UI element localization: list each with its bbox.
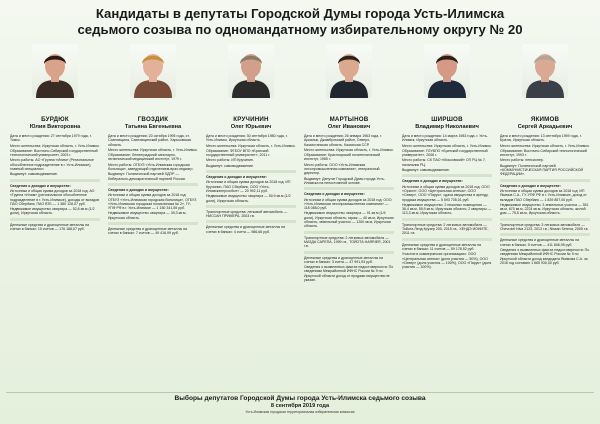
- candidate-info: [206, 134, 296, 235]
- candidate-residence: Место жительства: Иркутская область, г. Усть-Илимск.: [304, 147, 394, 152]
- section-divider: [500, 233, 590, 236]
- portrait-icon: [424, 44, 470, 98]
- candidate-income: Источники и общая сумма доходов за 2018 год: ООО «Усть-Илимская лесопромышленная компания» — 118 088,0 руб.: [304, 197, 392, 211]
- candidate-surname: КРУЧИНИН: [233, 116, 269, 123]
- candidate-surname: ШИРШОВ: [431, 116, 463, 123]
- candidate-income: Источники и общая сумма доходов за 2018 год: ИП Якимов С.А., ГУ-УПФ РФ в г. Усть-Илимске, доход от вкладов ПАО Сбербанк — 1 839 857,00 руб.: [500, 188, 587, 202]
- candidate-photo: [424, 44, 470, 98]
- candidate-property: Недвижимое имущество: квартира — 91 кв.м (1/4 доли), Иркутская область; гараж — 40 кв.м, Иркутская область; земельный участок — 1200 кв.м, Иркутская область.: [304, 211, 394, 229]
- candidate-education: Образование: ФГБОУ ВПО «Братский государственный университет», 2011 г.: [206, 148, 271, 158]
- candidate-residence: Место жительства: Иркутская область, г. Усть-Илимск.: [206, 143, 296, 148]
- candidate-birth: Дата и место рождения: 13 сентября 1959 года, г. Братск, Иркутская область.: [500, 134, 582, 143]
- candidate-work: Место работы: ИП Кручинин.: [206, 158, 254, 163]
- candidate-work: Место работы: АО «Группа «Илим» (Региональное обособленное подразделение в г. Усть-Илимске), главный специалист.: [10, 158, 94, 172]
- candidate-birth: Дата и место рождения: 30 сентября 1980 года, г. Усть-Илимск, Иркутская область.: [206, 134, 288, 143]
- candidate-given-names: Владимир Николаевич: [415, 124, 479, 130]
- candidate-property: Недвижимое имущество: 3 земельных участка — 351 кв.м, 670 кв.м, 2224 кв.м, Иркутская область; жилой дом — 75,5 кв.м, Иркутская область.: [500, 202, 589, 216]
- section-divider: [10, 218, 100, 221]
- candidate-income: Источники и общая сумма доходов за 2018 год: ОГБУЗ «Усть-Илимская городская больница», ОГБУЗ «Усть-Илимская городская поликлиника № 2», ГУ-УПФ РФ в г. Усть-Илимске — 1 150 341,55 руб.: [108, 193, 197, 211]
- footer-date: 8 сентября 2019 года: [270, 403, 330, 409]
- section-divider: [304, 187, 394, 190]
- candidate-given-names: Сергей Аркадьевич: [517, 124, 573, 130]
- candidate-card: [104, 44, 202, 394]
- candidate-info: [10, 134, 100, 232]
- candidate-deposits: Денежные средства и драгоценные металлы на счетах в банках: 11 счетов — 59 178,52 руб.: [402, 242, 482, 251]
- section-divider: [206, 220, 296, 223]
- candidate-transport: Транспортные средства: 2 легковых автомобиля — МАЗДА САРЕПА, 1999 г.в., ТОЙОТА HARRIER, 2001 г.в.: [304, 235, 391, 249]
- candidate-deposits: Денежные средства и драгоценные металлы на счетах в банках: 7 счетов — 49 416,99 руб.: [108, 227, 188, 236]
- portrait-icon: [228, 44, 274, 98]
- candidate-given-names: Олег Иванович: [327, 124, 371, 130]
- portrait-icon: [130, 44, 176, 98]
- candidate-work: Место работы: ООО «Усть-Илимская лесопромышленная компания», генеральный директор.: [304, 162, 380, 176]
- candidate-income-title: Сведения о доходах и имуществе:: [10, 183, 71, 188]
- footer-divider: [6, 392, 594, 393]
- candidate-surname: ЯКИМОВ: [530, 116, 560, 123]
- candidate-property: Недвижимое имущество: квартира — 39,3 кв.м, Иркутская область.: [108, 211, 187, 220]
- section-divider: [108, 222, 198, 225]
- candidate-info: [304, 134, 394, 283]
- section-divider: [10, 179, 100, 182]
- candidate-property: Недвижимое имущество: квартира — 50,9 кв.м (1/2 доли), Иркутская область.: [206, 194, 291, 203]
- candidate-deposits: Денежные средства и драгоценные металлы на счетах в банках: 10 счетов — 176 188,07 руб.: [10, 222, 90, 232]
- candidate-income-title: Сведения о доходах и имуществе:: [304, 192, 365, 197]
- section-divider: [206, 205, 296, 208]
- candidate-education: Образование: Восточно-Сибирский государственный технологический университет, 2003 г.: [10, 148, 98, 158]
- section-divider: [402, 174, 492, 177]
- candidate-nomination: Выдвинут: самовыдвижение.: [402, 168, 450, 173]
- candidate-photo: [32, 44, 78, 98]
- candidate-residence: Место жительства: Иркутская область, г. Усть-Илимск.: [500, 143, 590, 148]
- candidate-residence: Место жительства: Иркутская область, г. Усть-Илимск.: [10, 143, 100, 148]
- candidate-birth: Дата и место рождения: 27 сентября 1979 года, г. Томск.: [10, 134, 92, 143]
- candidate-birth: Дата и место рождения: 26 января 1963 года, г. Аркалык, Джамбульский район, Северо-Казахстанская область, Казахская ССР.: [304, 134, 382, 147]
- candidate-work: Место работы: СК ПАО «Московский» ОП РЦ № 7, начальник РЦ.: [402, 158, 486, 167]
- candidate-photo: [228, 44, 274, 98]
- candidate-nomination: Выдвинут: Политической партией «КОММУНИСТИЧЕСКАЯ ПАРТИЯ РОССИЙСКОЙ ФЕДЕРАЦИИ».: [500, 163, 584, 177]
- candidate-income-title: Сведения о доходах и имуществе:: [108, 187, 169, 192]
- portrait-icon: [522, 44, 568, 98]
- section-divider: [108, 183, 198, 186]
- candidate-nomination: Выдвинут: Политической партией ЛДПР — Либерально-демократической партией России.: [108, 172, 186, 181]
- candidate-info: [108, 134, 198, 237]
- candidate-given-names: Юлия Викторовна: [29, 124, 81, 130]
- candidate-education: Образование: Ленинградский санитарно-гигиенический медицинский институт, 1979 г.: [108, 153, 182, 162]
- footer-line-1: Выборы депутатов Городской Думы города Усть-Илимска седьмого созыва: [174, 395, 426, 402]
- section-divider: [402, 238, 492, 241]
- candidate-extra: Участие в коммерческих организациях: ООО «Центральная аптека» (доля участия — 50%), ООО «Север» (доля участия — 100%), ООО «Парус» (доля участия — 100%).: [402, 252, 492, 270]
- poster-footer: [0, 395, 600, 415]
- poster-title: [0, 6, 600, 38]
- candidate-work: Место работы: ОГБУЗ «Усть-Илимская городская больница», заведующий отделением-врач-педиатр.: [108, 162, 194, 172]
- candidate-deposits: Денежные средства и драгоценные металлы на счетах в банках: 5 счетов — 411 606,95 руб.: [500, 238, 580, 247]
- candidate-birth: Дата и место рождения: 14 марта 1983 года, г. Усть-Илимск, Иркутская область.: [402, 134, 488, 143]
- candidate-photo: [522, 44, 568, 98]
- candidate-education: Образование: Восточно-Сибирский технологический институт, 1993 г.: [500, 148, 587, 158]
- candidate-card: [398, 44, 496, 394]
- candidate-given-names: Татьяна Евгеньевна: [124, 124, 182, 130]
- candidate-surname: ГВОЗДИК: [137, 116, 169, 123]
- candidate-property: Недвижимое имущество: квартира — 52,6 кв.м (1/2 доли), Иркутская область.: [10, 207, 95, 216]
- candidate-surname: БУРДЮК: [41, 116, 69, 123]
- title-line-1: Кандидаты в депутаты Городской Думы города Усть-Илимска: [95, 6, 505, 21]
- footer-commission: Усть-Илимская городская территориальная избирательная комиссия: [245, 410, 355, 414]
- candidate-work: Место работы: пенсионер.: [500, 158, 544, 163]
- candidate-income-title: Сведения о доходах и имуществе:: [206, 175, 267, 180]
- candidate-residence: Место жительства: Иркутская область, г. Усть-Илимск.: [402, 143, 492, 148]
- candidate-residence: Место жительства: Иркутская область, г. Усть-Илимск.: [108, 147, 198, 152]
- candidate-transport: Транспортные средства: 2 легковых автомобиля — Тойота Ленд Крузер 200, 2015 г.в., ХЕНДЭ ИОНИТЕ, 2011 г.в.: [402, 222, 489, 236]
- section-divider: [206, 170, 296, 173]
- candidate-nomination: Выдвинут: Депутат Городской Думы города Усть-Илимска на непостоянной основе.: [304, 176, 385, 185]
- candidate-property: Недвижимое имущество: 2 нежилых помещения — 36,4 кв.м, 55,9 кв.м, Иркутская область; 2 квартиры — 113,3 кв.м, Иркутская область.: [402, 202, 492, 216]
- candidate-education: Образование: Красноярский политехнический институт, 1985 г.: [304, 153, 381, 162]
- candidate-card: [300, 44, 398, 394]
- candidate-deposits: Денежные средства и драгоценные металлы на счетах в банках: 4 счета — 986,66 руб.: [206, 225, 286, 234]
- candidate-surname: МАРТЫНОВ: [329, 116, 369, 123]
- section-divider: [304, 231, 394, 234]
- candidate-card: [496, 44, 594, 394]
- candidate-given-names: Олег Юрьевич: [230, 124, 272, 130]
- title-line-2: седьмого созыва по одномандатному избирательному округу № 20: [77, 22, 523, 37]
- candidate-extra: Сведения о выявленных фактах недостоверности: По сведениям Межрайонной ИФНС России № 9 по Иркутской области доход кандидата Якимова С.А. за 2018 год составил 1 665 930,00 руб.: [500, 247, 590, 265]
- candidate-income: Источники и общая сумма доходов за 2018 год: АО «Группа «Илим» (региональное обособленное подразделение в г. Усть-Илимске), доходы от вкладов ПАО Сбербанк, ПАО ВТБ — 1 380 128,07 руб.: [10, 188, 100, 206]
- section-divider: [500, 218, 590, 221]
- candidate-card: [202, 44, 300, 394]
- section-divider: [304, 251, 394, 254]
- candidate-deposits: Денежные средства и драгоценные металлы на счетах в банках: 3 счета — 47 991,93 руб.: [304, 255, 384, 264]
- candidate-transport: Транспортные средства: легковой автомобиль — НИССАН ПРИМЕРА, 2003 г.в.: [206, 209, 288, 219]
- candidate-nomination: Выдвинут: самовыдвижение.: [206, 163, 254, 168]
- candidate-photo: [326, 44, 372, 98]
- candidate-info: [500, 134, 590, 266]
- candidates-grid: [6, 44, 594, 394]
- portrait-icon: [326, 44, 372, 98]
- candidate-transport: Транспортные средства: 3 легковых автомобиля — Chevrolet Niva 2123, 2013 г.в.; Nissan Serena, 2005 г.в.: [500, 222, 589, 232]
- candidate-income-title: Сведения о доходах и имуществе:: [402, 179, 463, 184]
- candidate-extra: Сведения о выявленных фактах недостоверности: По сведениям Межрайонной ИФНС России № 9 по Иркутской области доход от продажи имущества не указан.: [304, 265, 394, 283]
- candidate-income-title: Сведения о доходах и имуществе:: [500, 183, 561, 188]
- portrait-icon: [32, 44, 78, 98]
- section-divider: [500, 179, 590, 182]
- candidate-birth: Дата и место рождения: 20 октября 1995 года, ст. Сахновщина, Сахновщинский район, Харьковская область.: [108, 134, 191, 147]
- candidate-income: Источники и общая сумма доходов за 2018 год: ИП Кручинин, ПАО Сбербанк, ООО «Усть-Илимскэнергосбыт» — 20 992,11 руб.: [206, 180, 291, 193]
- candidate-card: [6, 44, 104, 394]
- candidate-education: Образование: ГОУВПО «Братский государственный университет», 2006 г.: [402, 148, 488, 158]
- candidate-nomination: Выдвинут: самовыдвижение.: [10, 172, 58, 177]
- candidate-info: [402, 134, 492, 270]
- candidate-income: Источники и общая сумма доходов за 2018 год: ООО «Орион», ООО «Центральная аптека», ООО «Север», ООО «Парус», сдача имущества в аренду, продажа имущества — 5 593 735,01 руб.: [402, 184, 490, 202]
- candidate-photo: [130, 44, 176, 98]
- section-divider: [402, 218, 492, 221]
